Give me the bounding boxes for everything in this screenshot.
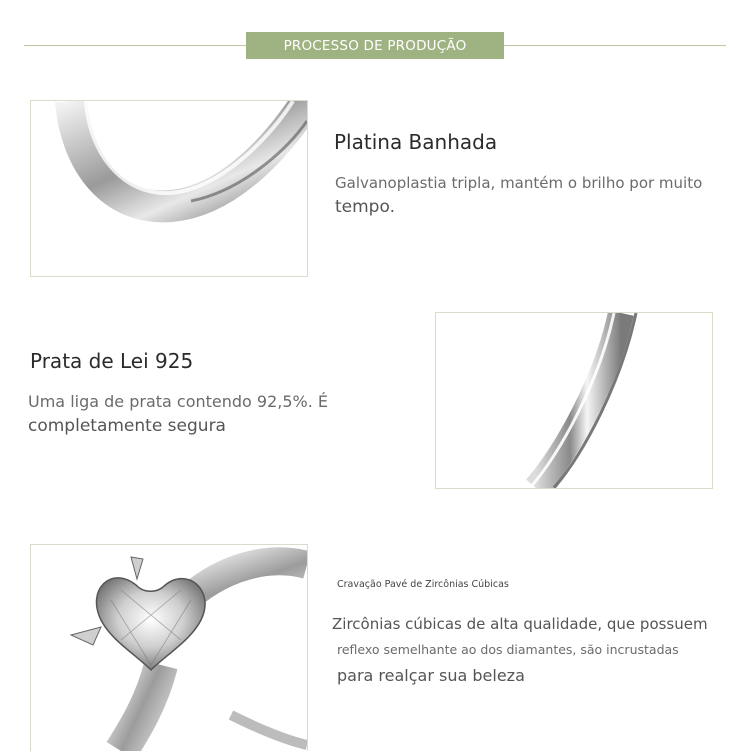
zirconia-body-line-1: Zircônias cúbicas de alta qualidade, que possuem: [332, 615, 708, 633]
header-rule-right: [504, 45, 726, 46]
silver-body-line-2: completamente segura: [28, 416, 226, 436]
section-body-silver: [28, 390, 388, 440]
heart-zirconia-ring-image: [30, 544, 308, 751]
header-rule-left: [24, 45, 246, 46]
ring-band-arc-illustration: [436, 313, 712, 488]
section-title-silver: Prata de Lei 925: [30, 349, 194, 373]
zirconia-body-line-3: para realçar sua beleza: [337, 666, 525, 685]
silver-body-line-1: Uma liga de prata contendo 92,5%. É: [28, 392, 329, 411]
pave-setting-caption: Cravação Pavé de Zircônias Cúbicas: [337, 579, 509, 590]
ring-band-closeup-image-2: [435, 312, 713, 489]
ring-band-closeup-image-1: [30, 100, 308, 277]
platinum-body-line-2: tempo.: [335, 196, 395, 217]
platinum-body-line-1: Galvanoplastia tripla, mantém o brilho por muito: [335, 174, 703, 192]
section-title-platinum: Platina Banhada: [334, 130, 498, 154]
ring-band-curve-illustration: [31, 101, 307, 276]
heart-stone-ring-illustration: [31, 545, 307, 751]
zirconia-body-line-2: reflexo semelhante ao dos diamantes, são incrustadas: [337, 642, 679, 657]
section-body-platinum: [335, 172, 725, 220]
section-banner: PROCESSO DE PRODUÇÃO: [246, 32, 504, 59]
